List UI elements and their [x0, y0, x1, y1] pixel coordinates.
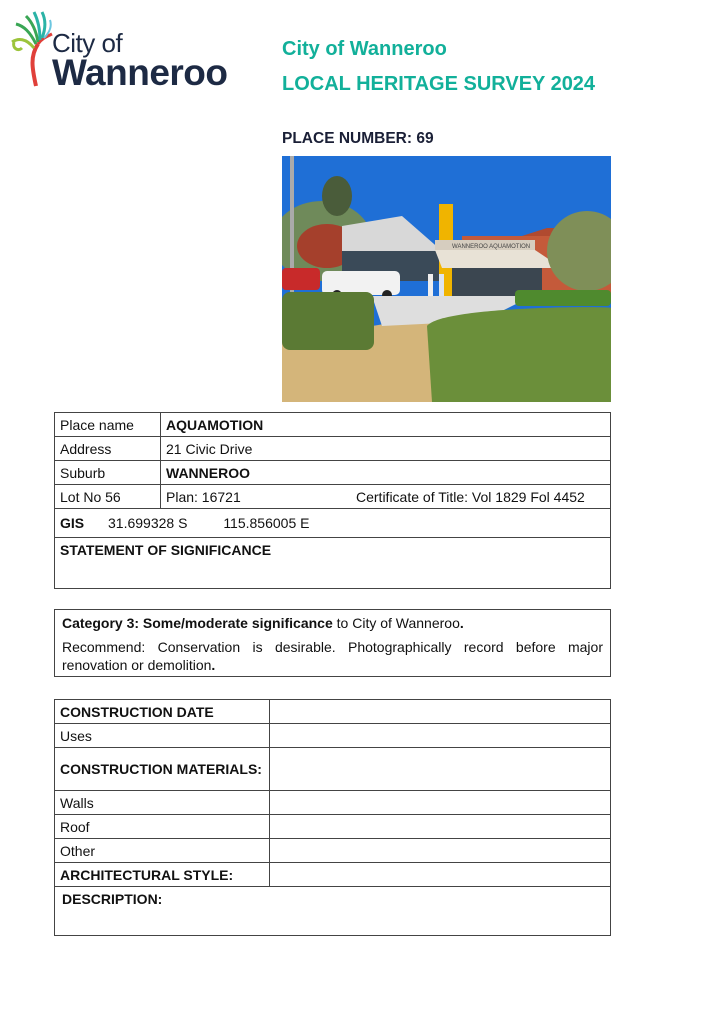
statement-of-significance-heading: STATEMENT OF SIGNIFICANCE — [55, 538, 611, 589]
header-title: City of Wanneroo — [282, 38, 447, 60]
recommendation-line-2 — [62, 656, 215, 675]
suburb-value: WANNEROO — [161, 461, 611, 485]
aquamotion-sign: WANNEROO AQUAMOTION — [452, 244, 531, 250]
roof-value — [270, 815, 611, 839]
recommendation-line-1: Recommend: Conservation is desirable. Photographically record before major — [62, 639, 603, 655]
table-row — [55, 413, 611, 437]
uses-value — [270, 724, 611, 748]
table-row — [55, 791, 611, 815]
kangaroo-paw-icon — [8, 8, 56, 88]
place-number: PLACE NUMBER: 69 — [282, 130, 434, 147]
table-row — [55, 485, 611, 509]
walls-label: Walls — [55, 791, 270, 815]
city-of-wanneroo-logo — [8, 8, 228, 93]
table-row — [55, 724, 611, 748]
lot-number: Lot No 56 — [55, 485, 161, 509]
gis-latitude: 31.699328 S — [108, 515, 188, 531]
plan-number: Plan: 16721 — [161, 485, 352, 509]
logo-text-city-of: City of — [52, 28, 123, 58]
category-box — [54, 609, 611, 677]
table-row — [55, 437, 611, 461]
table-row — [55, 700, 611, 724]
recommendation-dot: . — [211, 657, 216, 673]
table-row — [55, 538, 611, 589]
gis-coordinates — [55, 509, 611, 538]
gis-longitude: 115.856005 E — [223, 515, 310, 531]
construction-date-value — [270, 700, 611, 724]
construction-table — [54, 699, 611, 936]
construction-materials-label: CONSTRUCTION MATERIALS: — [55, 748, 270, 791]
table-row — [55, 509, 611, 538]
construction-materials-value — [270, 748, 611, 791]
walls-value — [270, 791, 611, 815]
recommendation-text: renovation or demolition — [62, 657, 212, 673]
table-row — [55, 461, 611, 485]
gis-label: GIS — [60, 515, 85, 531]
logo-text-wanneroo: Wanneroo — [52, 52, 228, 93]
place-name-label: Place name — [55, 413, 161, 437]
address-label: Address — [55, 437, 161, 461]
table-row — [55, 815, 611, 839]
architectural-style-value — [270, 863, 611, 887]
category-line — [62, 615, 464, 631]
other-label: Other — [55, 839, 270, 863]
table-row — [55, 863, 611, 887]
category-label: Category 3: Some/moderate significance — [62, 615, 333, 631]
category-rest: to City of Wanneroo — [332, 615, 460, 631]
aquamotion-building-image — [282, 156, 611, 402]
building-photo — [282, 156, 611, 402]
address-value: 21 Civic Drive — [161, 437, 611, 461]
table-row — [55, 748, 611, 791]
construction-date-label: CONSTRUCTION DATE — [55, 700, 270, 724]
architectural-style-label: ARCHITECTURAL STYLE: — [55, 863, 270, 887]
place-name-value: AQUAMOTION — [161, 413, 611, 437]
table-row — [55, 887, 611, 936]
place-details-table — [54, 412, 611, 589]
suburb-label: Suburb — [55, 461, 161, 485]
certificate-of-title: Certificate of Title: Vol 1829 Fol 4452 — [351, 485, 611, 509]
uses-label: Uses — [55, 724, 270, 748]
category-dot: . — [459, 615, 464, 631]
description-heading: DESCRIPTION: — [55, 887, 611, 936]
survey-title: LOCAL HERITAGE SURVEY 2024 — [282, 73, 596, 95]
roof-label: Roof — [55, 815, 270, 839]
other-value — [270, 839, 611, 863]
table-row — [55, 839, 611, 863]
